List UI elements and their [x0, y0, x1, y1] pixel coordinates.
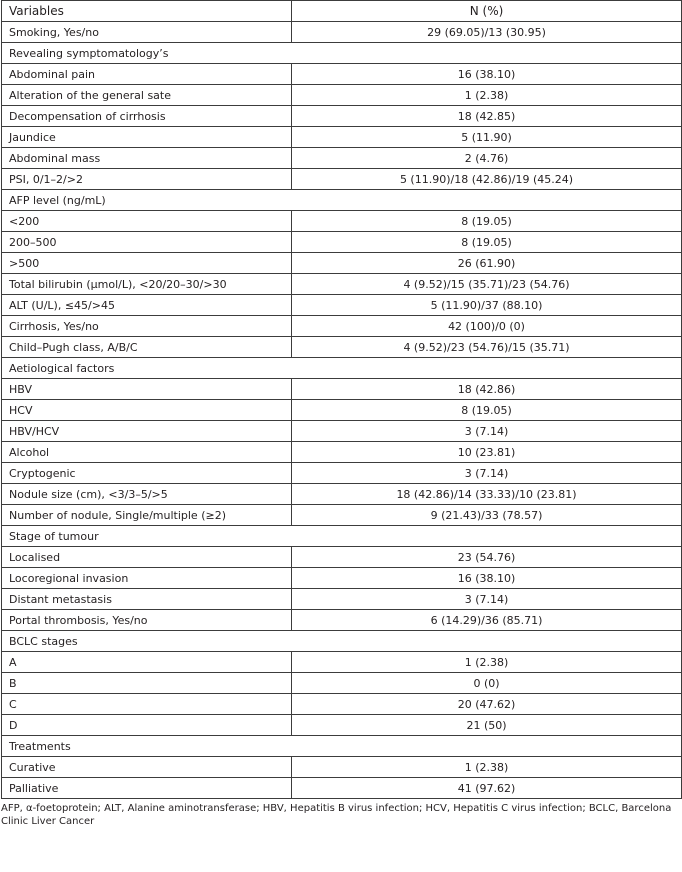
variable-label: Locoregional invasion — [2, 568, 292, 589]
variable-value: 16 (38.10) — [292, 64, 682, 85]
variable-label: Portal thrombosis, Yes/no — [2, 610, 292, 631]
variable-label: HCV — [2, 400, 292, 421]
variable-value: 1 (2.38) — [292, 757, 682, 778]
table-row — [2, 316, 682, 337]
table-row — [2, 757, 682, 778]
variable-value: 3 (7.14) — [292, 589, 682, 610]
table-row — [2, 211, 682, 232]
section-label: Revealing symptomatology’s — [2, 43, 682, 64]
table-row — [2, 148, 682, 169]
variable-value: 5 (11.90) — [292, 127, 682, 148]
variable-value: 41 (97.62) — [292, 778, 682, 799]
variable-value: 0 (0) — [292, 673, 682, 694]
variable-value: 10 (23.81) — [292, 442, 682, 463]
variable-label: A — [2, 652, 292, 673]
table-row — [2, 274, 682, 295]
section-row — [2, 43, 682, 64]
table-row — [2, 694, 682, 715]
variable-label: Jaundice — [2, 127, 292, 148]
variable-value: 5 (11.90)/37 (88.10) — [292, 295, 682, 316]
variable-label: Alteration of the general sate — [2, 85, 292, 106]
table-row — [2, 400, 682, 421]
section-row — [2, 631, 682, 652]
variable-value: 18 (42.86) — [292, 379, 682, 400]
variable-label: Nodule size (cm), <3/3–5/>5 — [2, 484, 292, 505]
variable-value: 1 (2.38) — [292, 652, 682, 673]
variable-value: 16 (38.10) — [292, 568, 682, 589]
variable-label: HBV — [2, 379, 292, 400]
variable-value: 3 (7.14) — [292, 421, 682, 442]
variable-value: 2 (4.76) — [292, 148, 682, 169]
variable-label: 200–500 — [2, 232, 292, 253]
table-body — [2, 22, 682, 799]
table-row — [2, 673, 682, 694]
table-row — [2, 253, 682, 274]
variable-value: 18 (42.85) — [292, 106, 682, 127]
table-row — [2, 379, 682, 400]
variable-value: 29 (69.05)/13 (30.95) — [292, 22, 682, 43]
table-row — [2, 295, 682, 316]
variable-label: Smoking, Yes/no — [2, 22, 292, 43]
variable-label: Alcohol — [2, 442, 292, 463]
variable-value: 8 (19.05) — [292, 400, 682, 421]
variable-label: Abdominal mass — [2, 148, 292, 169]
variable-label: Curative — [2, 757, 292, 778]
table-header-row — [2, 1, 682, 22]
table-row — [2, 778, 682, 799]
variable-value: 42 (100)/0 (0) — [292, 316, 682, 337]
variable-value: 18 (42.86)/14 (33.33)/10 (23.81) — [292, 484, 682, 505]
variable-label: Localised — [2, 547, 292, 568]
variable-label: Decompensation of cirrhosis — [2, 106, 292, 127]
variable-value: 8 (19.05) — [292, 211, 682, 232]
variable-value: 20 (47.62) — [292, 694, 682, 715]
table-row — [2, 421, 682, 442]
variable-label: Cirrhosis, Yes/no — [2, 316, 292, 337]
section-label: Aetiological factors — [2, 358, 682, 379]
table-row — [2, 589, 682, 610]
section-label: BCLC stages — [2, 631, 682, 652]
table-row — [2, 22, 682, 43]
table-row — [2, 64, 682, 85]
table-row — [2, 106, 682, 127]
variable-value: 3 (7.14) — [292, 463, 682, 484]
table-row — [2, 127, 682, 148]
section-label: Stage of tumour — [2, 526, 682, 547]
section-row — [2, 526, 682, 547]
section-row — [2, 358, 682, 379]
variable-label: ALT (U/L), ≤45/>45 — [2, 295, 292, 316]
variable-value: 1 (2.38) — [292, 85, 682, 106]
section-label: AFP level (ng/mL) — [2, 190, 682, 211]
variable-label: Abdominal pain — [2, 64, 292, 85]
section-label: Treatments — [2, 736, 682, 757]
variable-label: Distant metastasis — [2, 589, 292, 610]
variable-value: 23 (54.76) — [292, 547, 682, 568]
table-row — [2, 169, 682, 190]
variable-value: 8 (19.05) — [292, 232, 682, 253]
table-row — [2, 337, 682, 358]
variable-label: <200 — [2, 211, 292, 232]
section-row — [2, 190, 682, 211]
variable-value: 4 (9.52)/15 (35.71)/23 (54.76) — [292, 274, 682, 295]
table-row — [2, 568, 682, 589]
variable-value: 9 (21.43)/33 (78.57) — [292, 505, 682, 526]
variable-value: 6 (14.29)/36 (85.71) — [292, 610, 682, 631]
table-row — [2, 505, 682, 526]
variable-label: Total bilirubin (µmol/L), <20/20–30/>30 — [2, 274, 292, 295]
table-row — [2, 442, 682, 463]
table-footnote: AFP, α-foetoprotein; ALT, Alanine aminotransferase; HBV, Hepatitis B virus infection; HCV, Hepatitis C virus infection; BCLC, Barcelona Clinic Liver Cancer — [1, 803, 672, 827]
variable-label: Palliative — [2, 778, 292, 799]
variable-value: 21 (50) — [292, 715, 682, 736]
table-row — [2, 463, 682, 484]
variable-value: 4 (9.52)/23 (54.76)/15 (35.71) — [292, 337, 682, 358]
variable-value: 5 (11.90)/18 (42.86)/19 (45.24) — [292, 169, 682, 190]
variable-label: B — [2, 673, 292, 694]
header-variables: Variables — [2, 1, 292, 22]
table-row — [2, 484, 682, 505]
table-row — [2, 547, 682, 568]
variable-label: D — [2, 715, 292, 736]
variable-label: Child–Pugh class, A/B/C — [2, 337, 292, 358]
table-row — [2, 610, 682, 631]
variable-label: Number of nodule, Single/multiple (≥2) — [2, 505, 292, 526]
variable-label: Cryptogenic — [2, 463, 292, 484]
table-row — [2, 85, 682, 106]
variable-label: HBV/HCV — [2, 421, 292, 442]
table-row — [2, 652, 682, 673]
variable-label: PSI, 0/1–2/>2 — [2, 169, 292, 190]
variable-label: C — [2, 694, 292, 715]
table-row — [2, 715, 682, 736]
table-row — [2, 232, 682, 253]
variable-value: 26 (61.90) — [292, 253, 682, 274]
header-n-percent: N (%) — [292, 1, 682, 22]
patient-characteristics-table — [1, 0, 682, 799]
variable-label: >500 — [2, 253, 292, 274]
section-row — [2, 736, 682, 757]
